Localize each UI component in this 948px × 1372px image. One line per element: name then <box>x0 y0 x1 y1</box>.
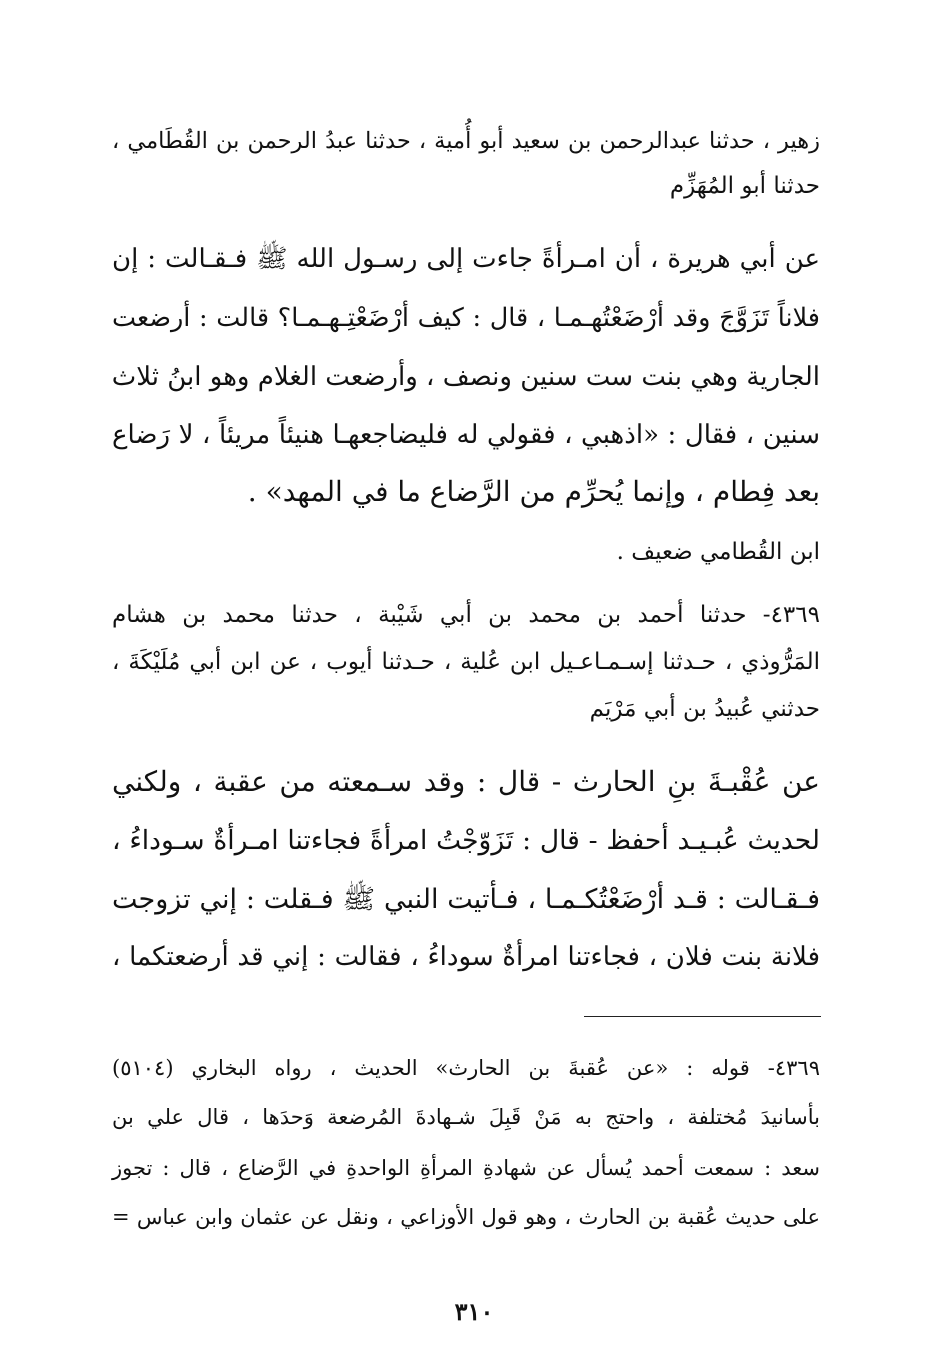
text-line: سنين ، فقال : «اذهبي ، فقولي له فليضاجعهـا هنيئاً مريئاً ، لا رَضاع <box>112 420 820 450</box>
text-line: المَرُّوذي ، حـدثنا إسـمـاعـيل ابن عُلية ، حـدثنا أيوب ، عن ابن أبي مُلَيْكَةَ ، <box>112 649 820 675</box>
text-line: عن عُقْبـةَ بنِ الحارث - قال : وقد سـمعته من عقبة ، ولكني <box>112 765 820 798</box>
text-line: لحديث عُبـيـد أحفظ - قال : تَزَوّجْتُ امرأةً فجاءتنا امـرأةٌ سـوداءُ ، <box>112 825 820 856</box>
footnote-line: سعد : سمعت أحمد يُسأل عن شهادةِ المرأةِ الواحدةِ في الرَّضاع ، قال : تجوز <box>112 1156 820 1180</box>
text-line: عن أبي هريرة ، أن امـرأةً جاءت إلى رسـول الله ﷺ فـقـالت : إن <box>112 244 820 274</box>
text-line: حدثني عُبيدُ بن أبي مَرْيَم <box>589 696 820 722</box>
text-line: زهير ، حدثنا عبدالرحمن بن سعيد أبو أُمية ، حدثنا عبدُ الرحمن بن القُطَامي ، <box>112 128 820 154</box>
text-line: الجارية وهي بنت ست سنين ونصف ، وأرضعت الغلام وهو ابنُ ثلاث <box>111 362 820 392</box>
footnote-line: ٤٣٦٩- قوله : «عن عُقبةَ بن الحارث» الحديث ، رواه البخاري (٥١٠٤) <box>112 1056 820 1080</box>
footnote-line: بأسانيدَ مُختلفة ، واحتج به مَنْ قَبِلَ شـهادةَ المُرضعة وَحدَها ، قال علي بن <box>112 1105 820 1129</box>
commentary-line: ابن القُطامي ضعيف . <box>616 539 820 565</box>
text-line: فـقـالت : قـد أرْضَعْتُكـمـا ، فـأتيت النبي ﷺ فـقلت : إني تزوجت <box>112 884 820 915</box>
text-line: فلاناً تَزَوَّجَ وقد أرْضَعْتُهـمـا ، قال : كيف أرْضَعْتِـهـمـا؟ قالت : أرضعت <box>112 303 820 333</box>
footnote-line: على حديث عُقبة بن الحارث ، وهو قول الأوزاعي ، ونقل عن عثمان وابن عباس = <box>112 1205 820 1229</box>
text-line: حدثنا أبو المُهَزِّم <box>669 173 820 199</box>
page-number: ٣١٠ <box>454 1297 494 1326</box>
text-line: بعد فِطام ، وإنما يُحرِّم من الرَّضاع ما في المهد» . <box>247 475 820 508</box>
footnote-divider <box>584 1016 821 1017</box>
text-line: فلانة بنت فلان ، فجاءتنا امرأةٌ سوداءُ ، فقالت : إني قد أرضعتكما ، <box>112 942 820 972</box>
hadith-number-line: ٤٣٦٩- حدثنا أحمد بن محمد بن أبي شَيْبة ، حدثنا محمد بن هشام <box>112 602 820 628</box>
